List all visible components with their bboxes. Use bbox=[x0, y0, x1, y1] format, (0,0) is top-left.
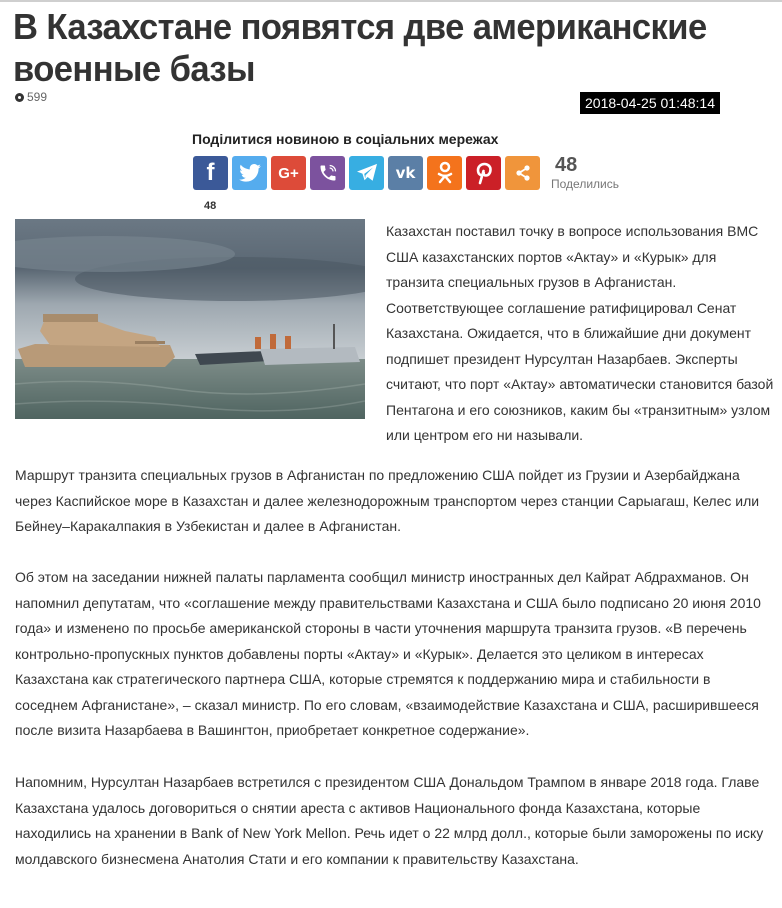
image-float-spacer bbox=[15, 219, 386, 429]
share-google-plus-button[interactable] bbox=[271, 156, 306, 190]
share-twitter-button[interactable] bbox=[232, 156, 267, 190]
paragraph-4: Напомним, Нурсултан Назарбаев встретился с президентом США Дональдом Трампом в январе 2018 года. Главе Казахстана удалось договориться о снятии ареста с активов Национального фонда Казахстана, которые находились на хранении в Bank of New York Mellon. Речь идет о 22 млрд долл., которые были заморожены по иску молдавского бизнесмена Анатолия Стати и его компании к правительству Казахстана. bbox=[15, 774, 764, 867]
share-facebook-button[interactable] bbox=[193, 156, 228, 190]
share-icon bbox=[514, 164, 532, 182]
share-more-button[interactable] bbox=[505, 156, 540, 190]
share-heading: Поділитися новиною в соціальних мережах bbox=[192, 131, 499, 147]
paragraph-2: Маршрут транзита специальных грузов в Афганистан по предложению США пойдет из Грузии и Азербайджана через Каспийское море в Казахстан и далее железнодорожным транспортом через станции Сарыагаш, Келес или Бейнеу–Каракалпакия в Узбекистан и далее в Афганистан. bbox=[15, 467, 760, 534]
viber-icon bbox=[318, 163, 338, 183]
facebook-icon: f bbox=[206, 159, 215, 186]
share-odnoklassniki-button[interactable] bbox=[427, 156, 462, 190]
view-counter bbox=[15, 90, 47, 104]
article-title: В Казахстане появятся две американские военные базы bbox=[13, 6, 707, 89]
share-vk-button[interactable] bbox=[388, 156, 423, 190]
odnoklassniki-icon bbox=[437, 161, 453, 185]
share-buttons bbox=[193, 156, 540, 190]
share-total-count: 48 bbox=[555, 154, 578, 176]
view-count: 599 bbox=[27, 90, 48, 104]
share-pinterest-button[interactable] bbox=[466, 156, 501, 190]
paragraph-3: Об этом на заседании нижней палаты парламента сообщил министр иностранных дел Кайрат Абдрахманов. Он напомнил депутатам, что «соглашение между правительствами Казахстана и США было подписано 20 июня 2010 года» и изменено по просьбе американской стороны в части уточнения маршрута транзита грузов. «В перечень контрольно-пропускных пунктов добавлены порты «Актау» и «Курык». Делается это целиком в интересах Казахстана как стратегического партнера США, которые стремятся к поддержанию мира и стабильности в соседнем Афганистане», – сказал министр. По его словам, «взаимодействие Казахстана и США, расширившееся после визита Назарбаева в Вашингтон, приобретает конкретное содержание». bbox=[15, 569, 761, 738]
share-telegram-button[interactable] bbox=[349, 156, 384, 190]
share-total-label: Поделились bbox=[551, 177, 619, 191]
publish-date: 2018-04-25 01:48:14 bbox=[580, 92, 720, 114]
pinterest-icon bbox=[475, 161, 493, 185]
paragraph-1-text: Казахстан поставил точку в вопросе использования ВМС США казахстанских портов «Актау» и «Курык» для транзита специальных грузов в Афганистан. Соответствующее соглашение ратифицировал Сенат Казахстана. Ожидается, что в ближайшие дни документ подпишет президент Нурсултан Назарбаев. Эксперты считают, что порт «Актау» автоматически становится базой Пентагона и его союзников, каким бы «транзитным» узлом или центром его ни называли. bbox=[386, 223, 774, 443]
top-border bbox=[0, 0, 782, 2]
google-plus-icon: G+ bbox=[278, 164, 299, 182]
twitter-icon bbox=[239, 164, 261, 182]
share-viber-button[interactable] bbox=[310, 156, 345, 190]
telegram-icon bbox=[356, 163, 378, 183]
eye-icon bbox=[15, 93, 24, 102]
share-small-count: 48 bbox=[204, 200, 217, 212]
vk-icon: vk bbox=[395, 164, 416, 182]
paragraph-1 bbox=[15, 219, 775, 449]
